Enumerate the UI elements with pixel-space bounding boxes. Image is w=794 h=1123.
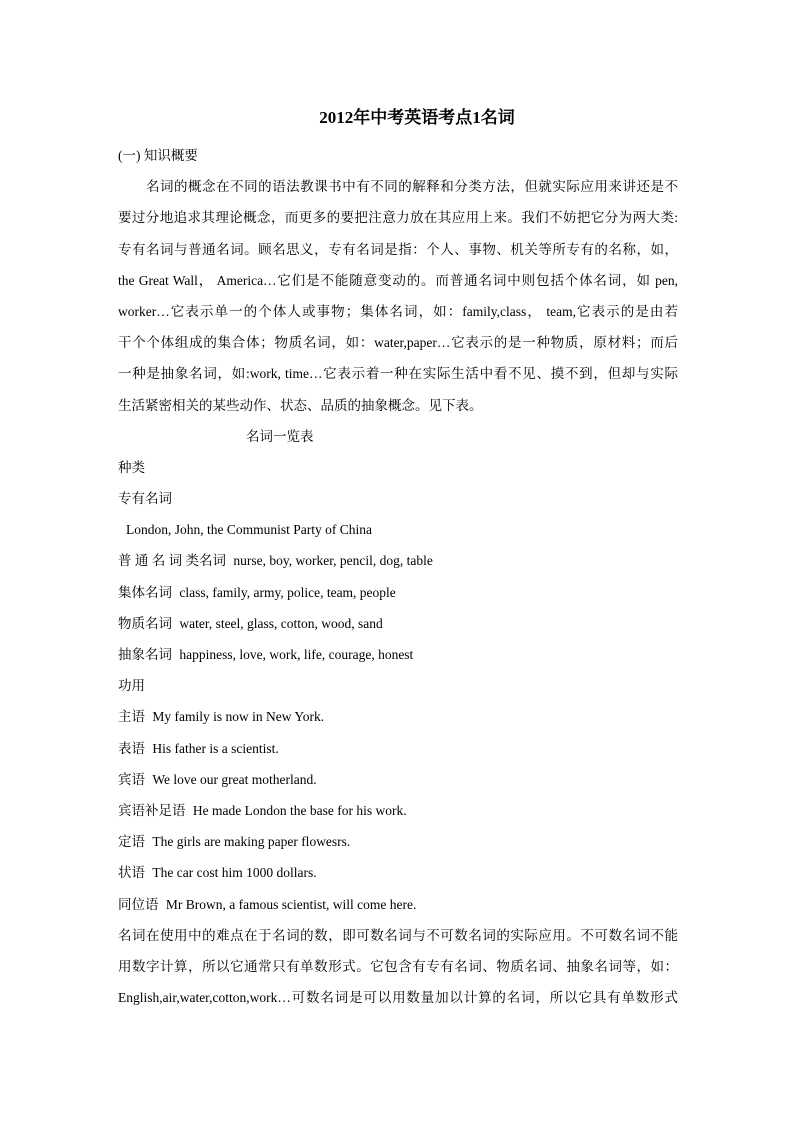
intro-paragraph (118, 171, 678, 421)
function-row-label: 宾语补足语 (118, 802, 186, 818)
proper-noun-label: 专有名词 (118, 491, 172, 507)
noun-row-label: 集体名词 (118, 584, 172, 600)
table-title: 名词一览表 (246, 428, 314, 444)
paragraph-line: 干个个体组成的集合体；物质名词，如：water,paper…它表示的是一种物质，原材料；而后 (118, 335, 678, 351)
function-row (118, 733, 678, 764)
paragraph-line: 用数字计算，所以它通常只有单数形式。它包含有专有名词、物质名词、抽象名词等，如： (118, 958, 678, 974)
paragraph-line: 名词的概念在不同的语法教课书中有不同的解释和分类方法，但就实际应用来讲还是不 (146, 179, 678, 195)
paragraph-line: 要过分地追求其理论概念，而更多的要把注意力放在其应用上来。我们不妨把它分为两大类: (118, 210, 678, 226)
noun-row (118, 545, 678, 576)
function-row-label: 主语 (118, 709, 145, 725)
function-row-label: 表语 (118, 740, 145, 756)
function-row-label: 状语 (118, 865, 145, 881)
function-row (118, 889, 678, 920)
noun-row (118, 608, 678, 639)
paragraph-line: 专有名词与普通名词。顾名思义，专有名词是指：个人、事物、机关等所专有的名称，如， (118, 241, 678, 257)
paragraph-line: English,air,water,cotton,work…可数名词是可以用数量加以计算的名词，所以它具有单数形式 (118, 990, 678, 1006)
function-row-example: The car cost him 1000 dollars. (152, 865, 317, 881)
paragraph-line: 生活紧密相关的某些动作、状态、品质的抽象概念。见下表。 (118, 397, 483, 413)
function-row-example: My family is now in New York. (152, 709, 325, 725)
function-header: 功用 (118, 678, 145, 694)
function-row-example: We love our great motherland. (152, 771, 317, 787)
section-heading: (一) 知识概要 (118, 148, 198, 163)
noun-row-examples: water, steel, glass, cotton, wood, sand (179, 615, 383, 631)
closing-paragraph (118, 920, 678, 1014)
document-page (118, 104, 678, 1013)
function-row (118, 701, 678, 732)
noun-row (118, 639, 678, 670)
function-row-example: He made London the base for his work. (192, 802, 407, 818)
function-row-example: The girls are making paper flowesrs. (152, 834, 351, 850)
function-row (118, 764, 678, 795)
function-row-example: His father is a scientist. (152, 740, 279, 756)
function-row-label: 定语 (118, 834, 145, 850)
function-row (118, 826, 678, 857)
noun-row (118, 577, 678, 608)
noun-row-examples: nurse, boy, worker, pencil, dog, table (233, 553, 433, 569)
document-title: 2012年中考英语考点1名词 (319, 108, 515, 127)
noun-row-label: 物质名词 (118, 615, 172, 631)
function-row-label: 宾语 (118, 771, 145, 787)
function-row-label: 同位语 (118, 896, 159, 912)
paragraph-line: the Great Wall， America…它们是不能随意变动的。而普通名词中则包括个体名词，如 pen, (118, 272, 678, 288)
paragraph-line: worker…它表示单一的个体人或事物；集体名词，如：family,class， team,它表示的是由若 (118, 303, 678, 319)
paragraph-line: 名词在使用中的难点在于名词的数，即可数名词与不可数名词的实际应用。不可数名词不能 (118, 927, 678, 943)
noun-row-examples: class, family, army, police, team, people (179, 584, 396, 600)
function-row-example: Mr Brown, a famous scientist, will come here. (165, 896, 417, 912)
proper-noun-examples: London, John, the Communist Party of China (126, 522, 372, 538)
noun-row-examples: happiness, love, work, life, courage, honest (179, 647, 414, 662)
function-row (118, 857, 678, 888)
category-header: 种类 (118, 459, 145, 475)
noun-row-label: 抽象名词 (118, 647, 172, 662)
paragraph-line: 一种是抽象名词，如:work, time…它表示着一种在实际生活中看不见、摸不到，但却与实际 (118, 366, 678, 382)
noun-row-label: 普 通 名 词 类名词 (118, 553, 226, 569)
function-row (118, 795, 678, 826)
